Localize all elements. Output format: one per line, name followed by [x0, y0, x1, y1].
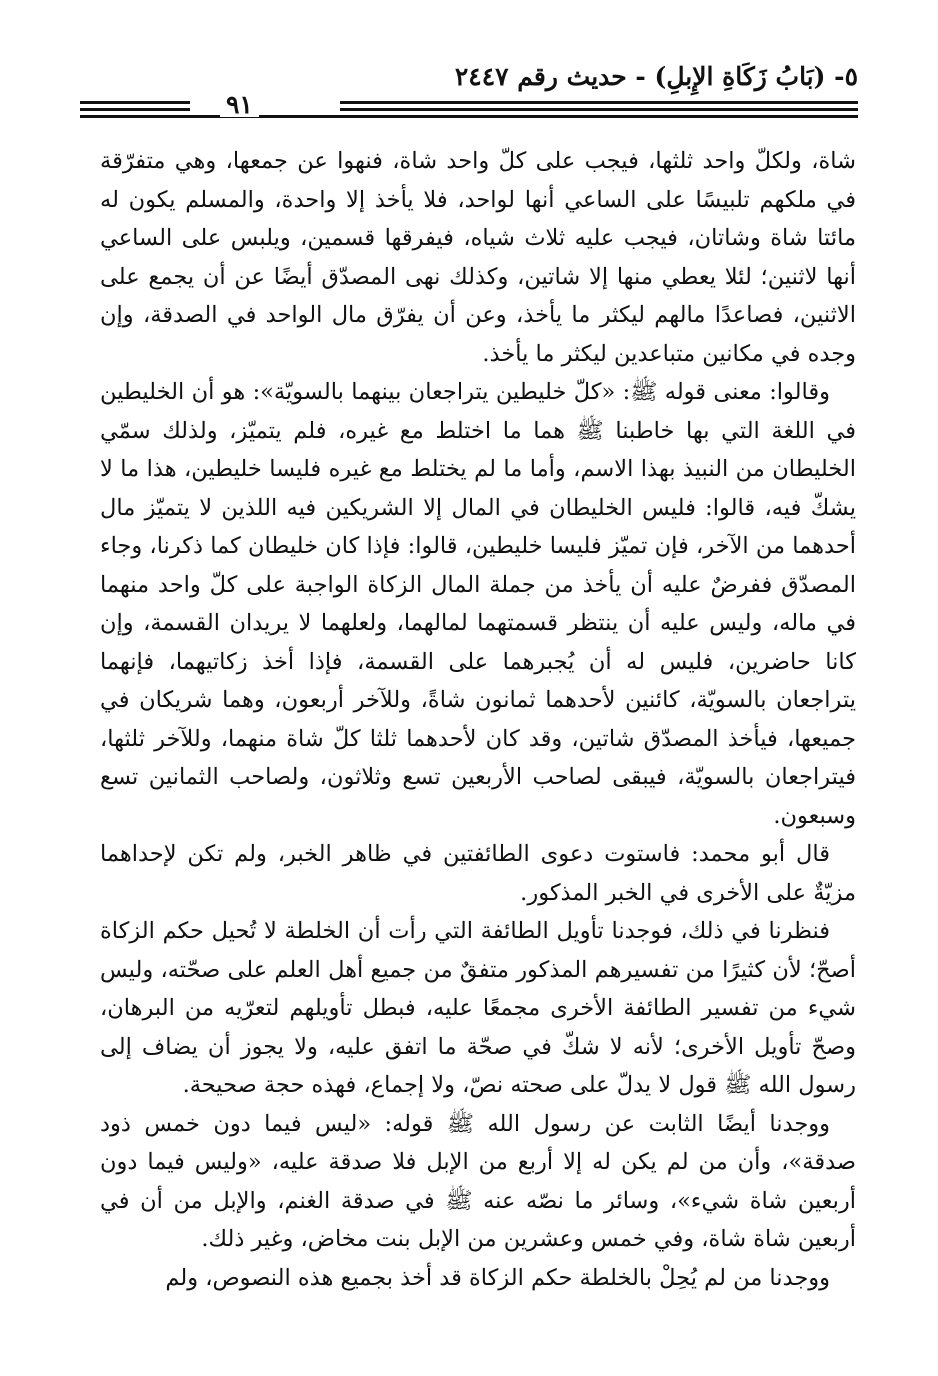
header-rule — [80, 115, 858, 118]
paragraph: ووجدنا أيضًا الثابت عن رسول الله ﷺ قوله: «ليس فيما دون خمس ذود صدقة»، وأن من لم يكن له إلا أربع من الإبل فلا صدقة عليه، «وليس فيما دون أربعين شاة شيء»، وسائر ما نصّه عنه ﷺ في صدقة الغنم، والإبل من أن في أربعين شاة شاة، وفي خمس وعشرين من الإبل بنت مخاض، وغير ذلك. — [100, 1110, 856, 1252]
header-rule — [80, 101, 190, 104]
page-body — [100, 142, 856, 1297]
paragraph: قال أبو محمد: فاستوت دعوى الطائفتين في ظاهر الخبر، ولم تكن لإحداهما مزيّةٌ على الأخرى في الخبر المذكور. — [100, 841, 856, 906]
page-header — [80, 62, 858, 122]
header-rule — [340, 108, 858, 111]
header-rule — [80, 108, 190, 111]
page-number: ٩١ — [220, 92, 259, 117]
paragraph: وقالوا: معنى قوله ﷺ: «كلّ خليطين يتراجعان بينهما بالسويّة»: هو أن الخليطين في اللغة التي بها خاطبنا ﷺ هما ما اختلط مع غيره، فلم يتميّز، ولذلك سمّي الخليطان من النبيذ بهذا الاسم، وأما ما لم يختلط مع غيره فليسا خليطين، هذا ما لا يشكّ فيه، قالوا: فليس الخليطان في المال إلا الشريكين فيه اللذين لا يتميّز مال أحدهما من الآخر، فإن تميّز فليسا خليطين، قالوا: فإذا كان خليطان كما ذكرنا، وجاء المصدّق ففرضٌ عليه أن يأخذ من جملة المال الزكاة الواجبة على كلّ واحد منهما في ماله، وليس عليه أن ينتظر قسمتهما لمالهما، ولعلهما لا يريدان القسمة، وإن كانا حاضرين، فليس له أن يُجبرهما على القسمة، فإذا أخذ زكاتيهما، فإنهما يتراجعان بالسويّة، كائنين لأحدهما ثمانون شاةً، وللآخر أربعون، وهما شريكان في جميعها، فيأخذ المصدّق شاتين، وقد كان لأحدهما ثلثا كلّ شاة منهما، وللآخر ثلثها، فيتراجعان بالسويّة، فيبقى لصاحب الأربعين تسع وثلاثون، ولصاحب الثمانين تسع وسبعون. — [100, 379, 856, 829]
header-rule — [340, 101, 858, 104]
chapter-title: ٥- (بَابُ زَكَاةِ الإِبلِ) - حديث رقم ٢٤٤٧ — [454, 62, 858, 91]
paragraph: فنظرنا في ذلك، فوجدنا تأويل الطائفة التي رأت أن الخلطة لا تُحيل حكم الزكاة أصحّ؛ لأن كثيرًا من تفسيرهم المذكور متفقٌ من جميع أهل العلم على صحّته، وليس شيء من تفسير الطائفة الأخرى مجمعًا عليه، فبطل تأويلهم لتعرّيه من البرهان، وصحّ تأويل الأخرى؛ لأنه لا شكّ في صحّة ما اتفق عليه، ولا يجوز أن يضاف إلى رسول الله ﷺ قول لا يدلّ على صحته نصّ، ولا إجماع، فهذه حجة صحيحة. — [100, 918, 856, 1098]
paragraph: ووجدنا من لم يُحِلْ بالخلطة حكم الزكاة قد أخذ بجميع هذه النصوص، ولم — [165, 1264, 830, 1291]
paragraph: شاة، ولكلّ واحد ثلثها، فيجب على كلّ واحد شاة، فنهوا عن جمعها، وهي متفرّقة في ملكهم تلبيسًا على الساعي أنها لواحد، فلا يأخذ إلا واحدة، والمسلم يكون له مائتا شاة وشاتان، فيجب عليه ثلاث شياه، فيفرقها قسمين، ويلبس على الساعي أنها لاثنين؛ لئلا يعطي منها إلا شاتين، وكذلك نهى المصدّق أيضًا عن أن يجمع على الاثنين، فصاعدًا مالهم ليكثر ما يأخذ، وعن أن يفرّق مال الواحد في الصدقة، وإن وجده في مكانين متباعدين ليكثر ما يأخذ. — [100, 148, 856, 367]
